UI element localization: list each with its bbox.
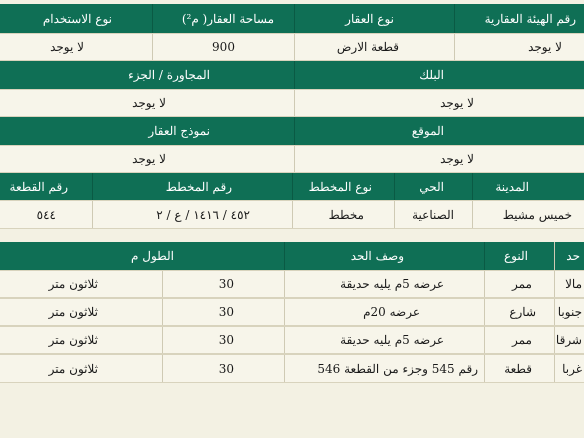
boundaries-table	[0, 242, 584, 383]
boundary-length-words: ثلاثون متر	[48, 277, 98, 291]
header-usage-type: نوع الاستخدام	[42, 11, 112, 26]
boundary-length-words: ثلاثون متر	[48, 361, 98, 376]
boundary-length-words: ثلاثون متر	[48, 305, 98, 319]
value-usage-type: لا يوجد	[50, 40, 84, 54]
header-location: الموقع	[294, 117, 584, 145]
boundary-type: ممر	[484, 327, 554, 353]
block-value-row	[0, 89, 584, 117]
value-location: لا يوجد	[294, 146, 584, 172]
header-property-area: مساحة العقار( م²)	[152, 4, 294, 33]
boundary-description: عرضه 5م يليه حديقة	[284, 271, 484, 297]
value-property-type: قطعة الارض	[294, 34, 454, 60]
boundary-direction: مالا	[554, 271, 584, 297]
value-property-model: لا يوجد	[132, 152, 166, 166]
property-info-value-row	[0, 33, 584, 61]
header-property-type: نوع العقار	[294, 4, 454, 33]
header-boundary-description: وصف الحد	[284, 242, 484, 270]
header-plan-type: نوع المخطط	[292, 173, 394, 200]
boundary-direction: غربا	[554, 355, 584, 382]
boundary-description: عرضه 5م يليه حديقة	[284, 327, 484, 353]
block-header-row	[0, 61, 584, 89]
boundary-length-number: 30	[162, 299, 284, 325]
boundary-direction: جنوبا	[554, 299, 584, 325]
table-row	[0, 270, 584, 298]
header-parcel-number: رقم القطعة	[9, 179, 68, 194]
property-info-section	[0, 4, 584, 61]
location-value-row	[0, 145, 584, 173]
value-city: خميس مشيط	[472, 201, 584, 228]
block-section	[0, 61, 584, 117]
value-parcel-number: ٥٤٤	[36, 207, 56, 222]
table-row	[0, 354, 584, 383]
boundary-direction: شرقا	[554, 327, 584, 353]
table-row	[0, 298, 584, 326]
value-registry-number: لا يوجد	[454, 34, 584, 60]
header-block: البلك	[294, 61, 584, 89]
header-length: الطول م	[131, 249, 174, 263]
boundary-description: عرضه 20م	[284, 299, 484, 325]
boundary-type: ممر	[484, 271, 554, 297]
header-district: الحي	[394, 173, 472, 200]
property-info-header-row	[0, 4, 584, 33]
value-plan-type: مخطط	[292, 201, 394, 228]
boundary-length-number: 30	[162, 271, 284, 297]
boundary-length-words: ثلاثون متر	[48, 333, 98, 347]
boundaries-header-row	[0, 242, 584, 270]
location-header-row	[0, 117, 584, 145]
header-property-model: نموذج العقار	[148, 124, 210, 138]
value-plan-number: ٤٥٢ / ١٤١٦ / ع / ٢	[92, 201, 292, 228]
boundary-length-number: 30	[162, 327, 284, 353]
header-city: المدينة	[472, 173, 584, 200]
value-block: لا يوجد	[294, 90, 584, 116]
value-neighborhood-part: لا يوجد	[132, 96, 166, 110]
value-district: الصناعية	[394, 201, 472, 228]
boundary-type: شارع	[484, 299, 554, 325]
plan-section	[0, 173, 584, 229]
boundary-type: قطعة	[484, 355, 554, 382]
header-plan-number: رقم المخطط	[92, 173, 292, 200]
header-neighborhood-part: المجاورة / الجزء	[128, 68, 210, 82]
plan-header-row	[0, 173, 584, 200]
boundary-description: رقم 545 وجزء من القطعة 546	[284, 355, 484, 382]
location-section	[0, 117, 584, 173]
boundary-length-number: 30	[162, 355, 284, 382]
header-registry-number: رقم الهيئة العقارية	[454, 4, 584, 33]
header-boundary: حد	[554, 242, 584, 270]
value-property-area: 900	[152, 34, 294, 60]
table-row	[0, 326, 584, 354]
header-boundary-type: النوع	[484, 242, 554, 270]
plan-value-row	[0, 200, 584, 229]
